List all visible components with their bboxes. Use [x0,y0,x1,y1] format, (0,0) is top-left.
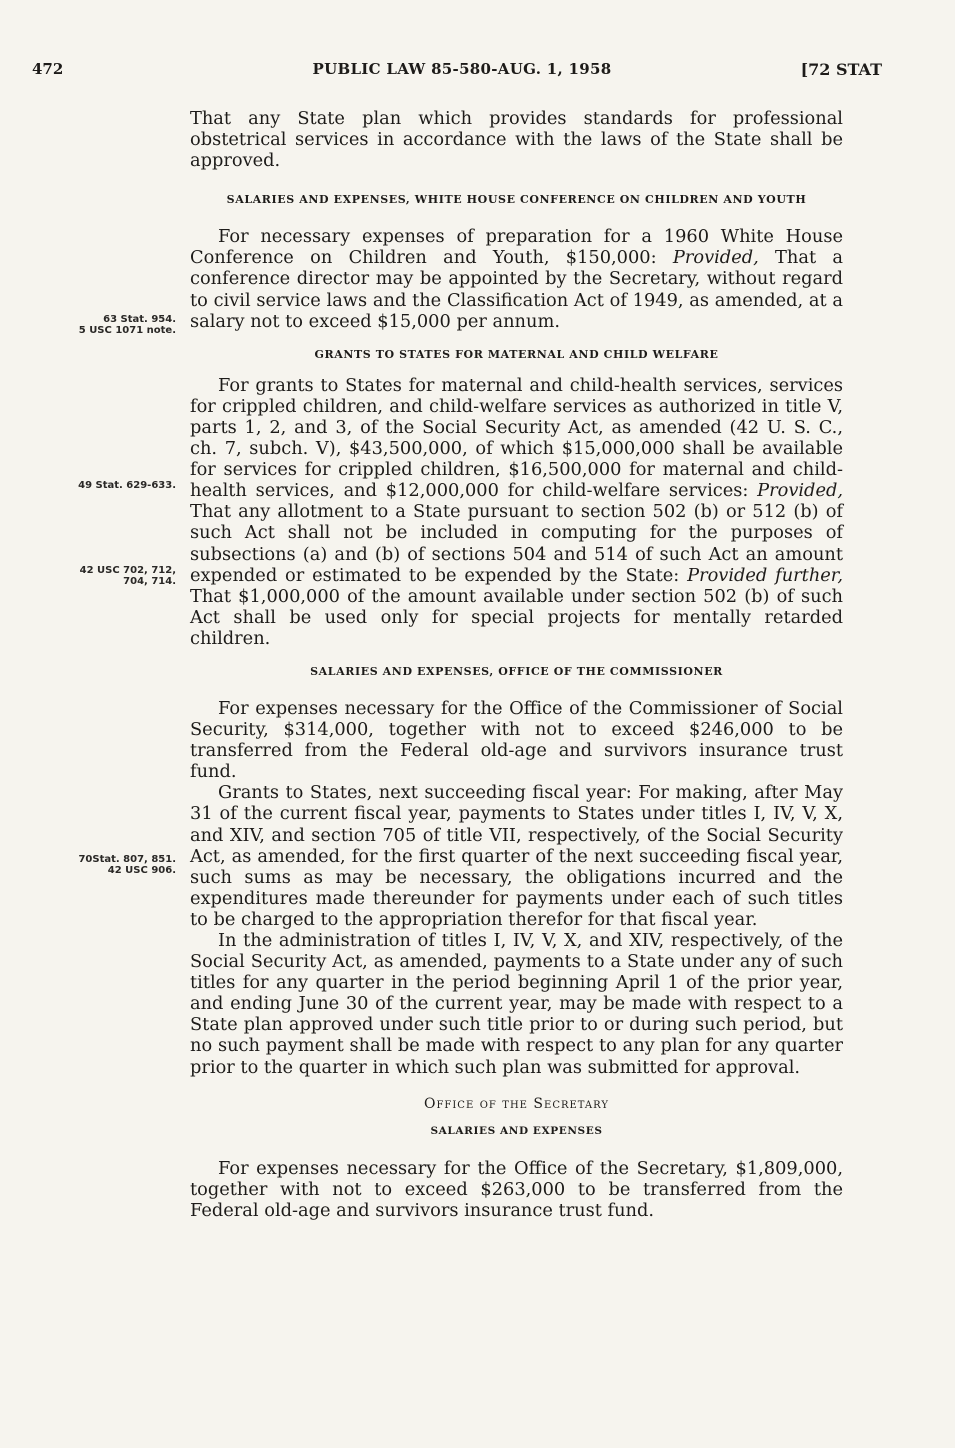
white-house-paragraph: For necessary expenses of preparation for a 1960 White House Conference on Children and Youth, $150,000: Provided, That a conference director may be appointed by the Secretary, without regard to civil service laws and the Classification Act of 1949, as amended, at a salary not to exceed $15,000 per annum. [190,226,843,332]
secretary-paragraph: For expenses necessary for the Office of the Secretary, $1,809,000, together with not to exceed $263,000 to be transferred from the Federal old-age and survivors insurance trust fund. [190,1157,843,1221]
margin-note-stat-629: 49 Stat. 629-633. [78,480,176,491]
commissioner-paragraph: For expenses necessary for the Office of the Commissioner of Social Security, $314,000, together with not to exceed $246,000 to be transferred from the Federal old-age and survivors insurance trust fund. [190,697,843,783]
margin-note-stat-807: 70Stat. 807, 851. 42 USC 906. [78,854,176,876]
heading-salaries-expenses: SALARIES AND EXPENSES [430,1124,603,1137]
grants-paragraph: For grants to States for maternal and child-health services, services for crippled children, and child-welfare services as authorized in title V, parts 1, 2, and 3, of the Social Security Act, as amended (42 U. S. C., ch. 7, subch. V), $43,500,000, of which $15,000,000 shall be available for services for crippled children, $16,500,000 for maternal and child-health services, and $12,000,000 for child-welfare services: Provided, That any allotment to a State pursuant to section 502 (b) or 512 (b) of such Act shall not be included in computing for the purposes of subsections (a) and (b) of sections 504 and 514 of such Act an amount expended or estimated to be expended by the State: Provided further, That $1,000,000 of the amount available under section 502 (b) of such Act shall be used only for special projects for mentally retarded children. [190,374,843,649]
heading-commissioner: SALARIES AND EXPENSES, OFFICE OF THE COMMISSIONER [310,664,723,678]
header-title: PUBLIC LAW 85-580-AUG. 1, 1958 [312,60,612,78]
margin-note-usc-702: 42 USC 702, 712, 704, 714. [79,565,176,587]
heading-grants-maternal-child: GRANTS TO STATES FOR MATERNAL AND CHILD WELFARE [314,347,719,361]
next-fiscal-year-paragraph: Grants to States, next succeeding fiscal year: For making, after May 31 of the current fiscal year, payments to States under titles I, IV, V, X, and XIV, and section 705 of title VII, respectively, of the Social Security Act, as amended, for the first quarter of the next succeeding fiscal year, such sums as may be necessary, the obligations incurred and the expenditures made thereunder for payments under each of such titles to be charged to the appropriation therefor for that fiscal year. [190,782,843,930]
document-body [190,108,843,1221]
intro-paragraph: That any State plan which provides standards for professional obstetrical services in accordance with the laws of the State shall be approved. [190,108,843,172]
volume-reference: [72 STAT [800,60,882,79]
page-header [32,60,892,86]
administration-paragraph: In the administration of titles I, IV, V, X, and XIV, respectively, of the Social Security Act, as amended, payments to a State under any of such titles for any quarter in the period beginning April 1 of the prior year, and ending June 30 of the current year, may be made with respect to a State plan approved under such title prior to or during such period, but no such payment shall be made with respect to any plan for any quarter prior to the quarter in which such plan was submitted for approval. [190,930,843,1078]
heading-white-house-conference: SALARIES AND EXPENSES, WHITE HOUSE CONFERENCE ON CHILDREN AND YOUTH [226,193,807,207]
margin-note-stat-954: 63 Stat. 954. 5 USC 1071 note. [78,314,176,336]
page-number: 472 [32,60,64,78]
heading-office-secretary: Office of the Secretary [424,1095,609,1112]
